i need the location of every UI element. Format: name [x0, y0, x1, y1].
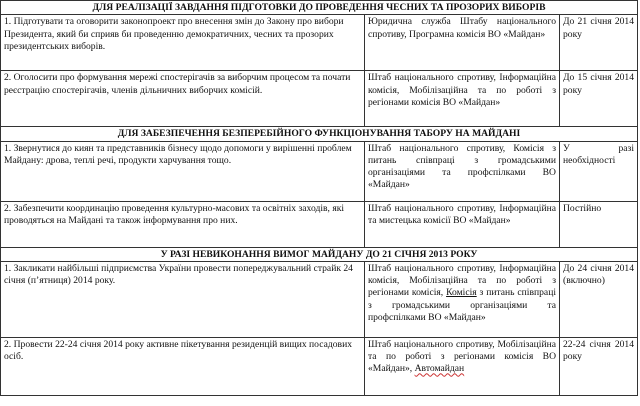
responsible-cell: Штаб національного спротиву, Комісія з питань співпраці з громадськими організаціями та профспілками ВО «Майдан» — [365, 141, 560, 201]
responsible-cell: Штаб національного спротиву, Інформаційна комісія, Мобілізаційна та по роботі з регіонами комісія ВО «Майдан» — [365, 71, 560, 127]
section-heading: ДЛЯ ЗАБЕЗПЕЧЕННЯ БЕЗПЕРЕБІЙНОГО ФУНКЦІОНУВАННЯ ТАБОРУ НА МАЙДАНІ — [1, 127, 638, 141]
deadline-cell: До 24 січня 2014 (включно) — [560, 261, 638, 337]
deadline-cell: До 21 січня 2014 року — [560, 15, 638, 71]
section-heading: ДЛЯ РЕАЛІЗАЦІЇ ЗАВДАННЯ ПІДГОТОВКИ ДО ПРОВЕДЕННЯ ЧЕСНИХ ТА ПРОЗОРИХ ВИБОРІВ — [1, 1, 638, 15]
table-row — [1, 15, 638, 71]
responsible-text: з питань співпраці з громадськими організаціями та профспілками ВО «Майдан» — [368, 287, 556, 324]
responsible-cell — [365, 261, 560, 337]
task-cell: 1. Звернутися до киян та представників бізнесу щодо допомоги у вирішенні проблем Майдану: дрова, теплі речі, продукти харчування тощо. — [1, 141, 365, 201]
section-heading-row — [1, 247, 638, 261]
responsible-cell — [365, 337, 560, 395]
responsible-text: Штаб національного спротиву, Мобілізаційна та по роботі з регіонами комісія ВО «Майдан», — [368, 338, 556, 375]
task-cell: 1. Закликати найбільші підприємства України провести попереджувальний страйк 24 січня (п’ятниця) 2014 року. — [1, 261, 365, 337]
section-heading: У РАЗІ НЕВИКОНАННЯ ВИМОГ МАЙДАНУ ДО 21 СІЧНЯ 2013 РОКУ — [1, 247, 638, 261]
responsible-text: Штаб національного спротиву, Інформаційна комісія, Мобілізаційна та по роботі з регіонами комісія, — [368, 262, 556, 299]
section-heading-row — [1, 1, 638, 15]
task-cell: 2. Оголосити про формування мережі спостерігачів за виборчим процесом та почати реєстрацію спостерігачів, членів дільничних виборчих комісій. — [1, 71, 365, 127]
deadline-cell: Постійно — [560, 201, 638, 247]
deadline-cell: У разі необхідності — [560, 141, 638, 201]
deadline-cell: До 15 січня 2014 року — [560, 71, 638, 127]
table-row — [1, 141, 638, 201]
task-cell: 2. Провести 22-24 січня 2014 року активне пікетування резиденцій вищих посадових осіб. — [1, 337, 365, 395]
section-heading-row — [1, 127, 638, 141]
table-row — [1, 337, 638, 395]
responsible-cell: Юридична служба Штабу національного спротиву, Програмна комісія ВО «Майдан» — [365, 15, 560, 71]
deadline-cell: 22-24 січня 2014 року — [560, 337, 638, 395]
table-row — [1, 261, 638, 337]
responsible-underlined-text: Комісія — [446, 287, 477, 299]
task-cell: 2. Забезпечити координацію проведення культурно-масових та освітніх заходів, які проводяться на Майдані та також інформування про них. — [1, 201, 365, 247]
responsible-spellcheck-text: Автомайдан — [414, 363, 465, 375]
task-cell: 1. Підготувати та оговорити законопроект про внесення змін до Закону про вибори Президента, який би сприяв би проведенню демократичних, чесних та прозорих президентських виборів. — [1, 15, 365, 71]
table-row — [1, 201, 638, 247]
table-row — [1, 71, 638, 127]
responsible-cell: Штаб національного спротиву, Інформаційна та мистецька комісії ВО «Майдан» — [365, 201, 560, 247]
